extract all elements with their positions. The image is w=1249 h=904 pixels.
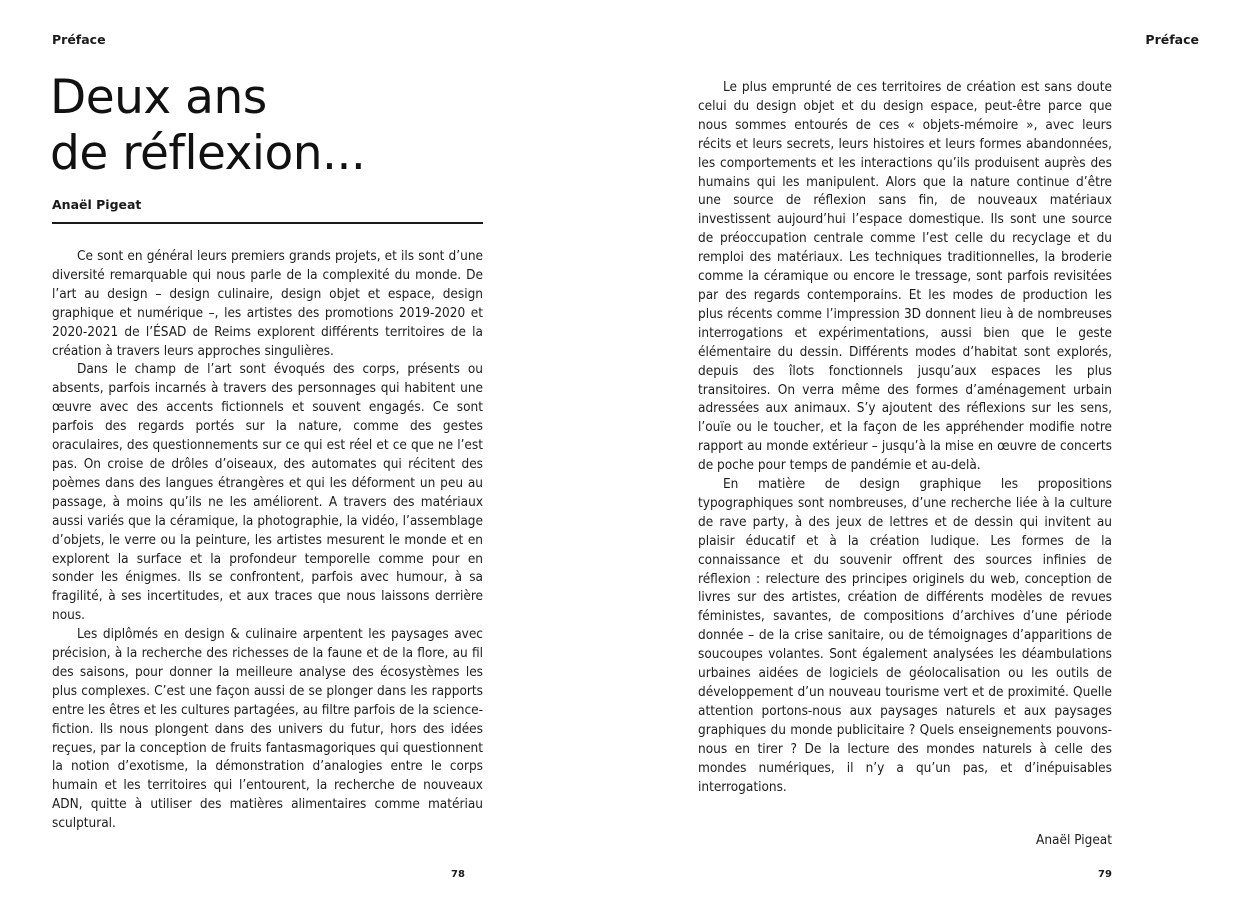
page-number-left: 78 (451, 869, 465, 880)
running-head-right: Préface (1145, 32, 1199, 47)
paragraph: Les diplômés en design & culinaire arpentent les paysages avec précision, à la recherche des richesses de la faune et de la flore, au fil des saisons, pour donner la meilleure analyse des écosystèmes les plus complexes. C’est une façon aussi de se plonger dans les rapports entre les êtres et les cultures partagées, au filtre parfois de la science-fiction. Ils nous plongent dans des univers du futur, hors des idées reçues, par la conception de fruits fantasmagoriques qui questionnent la notion d’exotisme, la démonstration d’analogies entre le corps humain et les territoires qui l’entourent, la recherche de nouveaux ADN, quitte à utiliser des matières alimentaires comme matériau sculptural. (52, 626, 483, 832)
author-byline: Anaël Pigeat (52, 197, 142, 212)
paragraph: Dans le champ de l’art sont évoqués des corps, présents ou absents, parfois incarnés à travers des personnages qui habitent une œuvre avec des accents fictionnels et souvent engagés. Ce sont parfois des regards portés sur la nature, comme des gestes oraculaires, des questionnements sur ce qui est réel et ce que ne l’est pas. On croise de drôles d’oiseaux, des automates qui récitent des poèmes dans des langues étrangères et qui les déforment un peu au passage, à moins qu’ils ne les améliorent. A travers des matériaux aussi variés que la céramique, la photographie, la vidéo, l’assemblage d’objets, le verre ou la peinture, les artistes mesurent le monde et en explorent la surface et la profondeur temporelle comme pour en sonder les énigmes. Ils se confrontent, parfois avec humour, à sa fragilité, à ses incertitudes, et aux traces que nous laissons derrière nous. (52, 361, 483, 624)
right-column (698, 78, 1112, 796)
title-divider (52, 222, 483, 224)
page-title (50, 70, 365, 182)
title-line-1: Deux ans (50, 70, 267, 125)
running-head-left: Préface (52, 32, 106, 47)
page-number-right: 79 (1098, 869, 1112, 880)
left-column (52, 247, 483, 833)
paragraph: Ce sont en général leurs premiers grands projets, et ils sont d’une diversité remarquable qui nous parle de la complexité du monde. De l’art au design – design culinaire, design objet et espace, design graphique et numérique –, les artistes des promotions 2019-2020 et 2020-2021 de l’ÉSAD de Reims explorent différents territoires de la création à travers leurs approches singulières. (52, 248, 483, 359)
signature: Anaël Pigeat (1036, 832, 1112, 848)
title-line-2: de réflexion... (50, 126, 366, 181)
paragraph: En matière de design graphique les propositions typographiques sont nombreuses, d’une recherche liée à la culture de rave party, à des jeux de lettres et de dessin qui invitent au plaisir éducatif et à la création ludique. Les formes de la connaissance et du souvenir offrent des sources infinies de réflexion : relecture des principes originels du web, conception de livres sur des artistes, création de différents modèles de revues féministes, savantes, de compositions d’archives d’une période donnée – de la crise sanitaire, ou de témoignages d’apparitions de soucoupes volantes. Sont également analysées les déambulations urbaines aidées de logiciels de géolocalisation ou les outils de développement d’un nouveau tourisme vert et de proximité. Quelle attention portons-nous aux paysages naturels et aux paysages graphiques du monde publicitaire ? Quels enseignements pouvons-nous en tirer ? De la lecture des mondes naturels à celle des mondes numériques, il n’y a qu’un pas, et d’inépuisables interrogations. (698, 476, 1112, 795)
paragraph: Le plus emprunté de ces territoires de création est sans doute celui du design objet et du design espace, peut-être parce que nous sommes entourés de ces « objets-mémoire », avec leurs récits et leurs secrets, leurs histoires et leurs formes abandonnées, les comportements et les interactions qu’ils produisent auprès des humains qui les manipulent. Alors que la nature continue d’être une source de réflexion sans fin, de nouveaux matériaux investissent aujourd’hui l’espace domestique. Ils sont une source de préoccupation centrale comme l’est celle du recyclage et du remploi des matériaux. Les techniques traditionnelles, la broderie comme la céramique ou encore le tressage, sont parfois revisitées par des regards contemporains. Et les modes de production les plus récents comme l’impression 3D donnent lieu à de nombreuses interrogations et expérimentations, aussi bien que le geste élémentaire du dessin. Différents modes d’habitat sont explorés, depuis des îlots fonctionnels jusqu’aux espaces les plus transitoires. On verra même des formes d’aménagement urbain adressées aux animaux. S’y ajoutent des réflexions sur les sens, l’ouïe ou le toucher, et la façon de les appréhender modifie notre rapport au monde extérieur – jusqu’à la mise en œuvre de concerts de poche pour temps de pandémie et au-delà. (698, 79, 1112, 474)
